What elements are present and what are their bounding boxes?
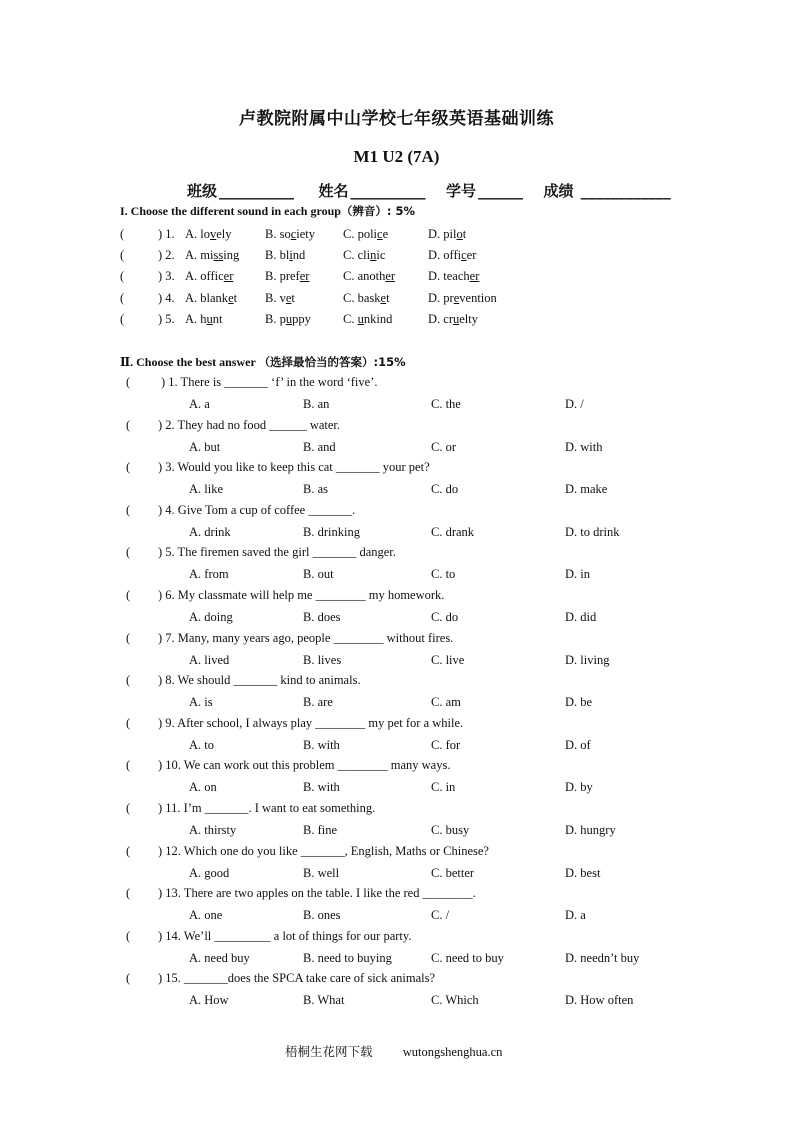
item-number: ) 5. <box>158 312 175 326</box>
answer-option-a[interactable]: A. need buy <box>189 951 250 965</box>
section1-heading-en: I. Choose the different sound in each group <box>120 204 341 218</box>
option-text: D. teach <box>428 269 470 283</box>
footer <box>285 1042 502 1060</box>
answer-option-a[interactable]: A. from <box>189 567 229 581</box>
answer-option-d[interactable]: D. living <box>565 653 610 667</box>
answer-option-c[interactable]: C. am <box>431 695 461 709</box>
sound-option-c <box>343 227 388 242</box>
option-text: e <box>382 227 389 241</box>
answer-option-b[interactable]: B. as <box>303 482 328 496</box>
option-text: D. offi <box>428 248 462 262</box>
option-text: B. pref <box>265 269 300 283</box>
underlined-sound: e <box>380 291 387 305</box>
answer-paren-open[interactable]: ( <box>126 588 131 602</box>
option-text: B. p <box>265 312 286 326</box>
option-text: A. mi <box>185 248 214 262</box>
answer-paren-open[interactable]: ( <box>126 503 131 517</box>
footer-site-url: wutongshenghua.cn <box>402 1045 503 1059</box>
answer-paren-open[interactable]: ( <box>126 545 131 559</box>
answer-option-d[interactable]: D. a <box>565 908 586 922</box>
sound-option-d <box>428 291 497 306</box>
option-text: C. bask <box>343 291 381 305</box>
option-text: A. blank <box>185 291 229 305</box>
underlined-sound: o <box>456 227 463 241</box>
option-text: D. cr <box>428 312 453 326</box>
score-blank[interactable]: ____________ <box>580 182 671 200</box>
answer-paren-open[interactable]: ( <box>126 460 131 474</box>
answer-option-b[interactable]: B. and <box>303 440 336 454</box>
sound-option-b <box>265 269 309 284</box>
answer-paren-open[interactable]: ( <box>126 801 131 815</box>
answer-option-a[interactable]: A. one <box>189 908 223 922</box>
underlined-sound: e <box>453 291 460 305</box>
answer-paren-open[interactable]: ( <box>120 269 125 283</box>
sound-option-a <box>185 291 237 306</box>
answer-option-d[interactable]: D. needn’t buy <box>565 951 640 965</box>
question-text: ) 5. The firemen saved the girl _______ danger. <box>158 545 396 559</box>
sound-option-a <box>185 312 223 327</box>
answer-option-d[interactable]: D. did <box>565 610 597 624</box>
sound-option-b <box>265 291 295 306</box>
answer-option-b[interactable]: B. with <box>303 780 340 794</box>
page-title: 卢教院附属中山学校七年级英语基础训练 <box>239 109 554 129</box>
option-text: C. <box>343 312 358 326</box>
answer-option-c[interactable]: C. drank <box>431 525 475 539</box>
answer-option-b[interactable]: B. with <box>303 738 340 752</box>
answer-option-c[interactable]: C. need to buy <box>431 951 504 965</box>
answer-paren-open[interactable]: ( <box>120 248 125 262</box>
item-number: ) 1. <box>158 227 175 241</box>
item-number: ) 4. <box>158 291 175 305</box>
question-text: ) 9. After school, I always play ________ my pet for a while. <box>158 716 464 730</box>
answer-option-b[interactable]: B. fine <box>303 823 338 837</box>
question-text: ) 14. We’ll _________ a lot of things for our party. <box>158 929 412 943</box>
sound-option-d <box>428 269 479 284</box>
question-text: ) 4. Give Tom a cup of coffee _______. <box>158 503 356 517</box>
answer-option-b[interactable]: B. are <box>303 695 333 709</box>
option-text: ic <box>376 248 386 262</box>
underlined-sound: n <box>370 248 377 262</box>
option-text: elty <box>459 312 478 326</box>
item-number: ) 3. <box>158 269 175 283</box>
question-text: ) 2. They had no food ______ water. <box>158 418 341 432</box>
answer-option-a[interactable]: A. to <box>189 738 214 752</box>
answer-option-d[interactable]: D. with <box>565 440 603 454</box>
sound-option-a <box>185 248 239 263</box>
section2-heading-cn: （选择最恰当的答案）:15% <box>258 355 406 369</box>
answer-option-a[interactable]: A. a <box>189 397 210 411</box>
answer-option-d[interactable]: D. to drink <box>565 525 620 539</box>
option-text: A. h <box>185 312 207 326</box>
answer-option-b[interactable]: B. lives <box>303 653 342 667</box>
option-text: iety <box>296 227 316 241</box>
answer-paren-open[interactable]: ( <box>126 758 131 772</box>
sound-option-a <box>185 269 233 284</box>
answer-option-c[interactable]: C. for <box>431 738 461 752</box>
option-text: nt <box>212 312 223 326</box>
question-text: ) 1. There is _______ ‘f’ in the word ‘five’. <box>161 375 378 389</box>
option-text: t <box>386 291 390 305</box>
answer-option-d[interactable]: D. by <box>565 780 593 794</box>
answer-option-c[interactable]: C. in <box>431 780 456 794</box>
answer-option-d[interactable]: D. be <box>565 695 593 709</box>
sound-option-a <box>185 227 232 242</box>
answer-option-c[interactable]: C. the <box>431 397 461 411</box>
item-number: ) 2. <box>158 248 175 262</box>
question-text: ) 8. We should _______ kind to animals. <box>158 673 361 687</box>
question-text: ) 10. We can work out this problem ________ many ways. <box>158 758 451 772</box>
underlined-sound: c <box>461 248 467 262</box>
answer-paren-open[interactable]: ( <box>126 929 131 943</box>
answer-option-b[interactable]: B. drinking <box>303 525 360 539</box>
option-text: D. pil <box>428 227 457 241</box>
option-text: ppy <box>292 312 311 326</box>
question-text: ) 13. There are two apples on the table. I like the red ________. <box>158 886 476 900</box>
answer-option-a[interactable]: A. lived <box>189 653 230 667</box>
number-blank[interactable]: ______ <box>477 182 523 200</box>
option-text: D. pr <box>428 291 454 305</box>
answer-option-b[interactable]: B. well <box>303 866 340 880</box>
option-text: er <box>466 248 477 262</box>
question-text: ) 7. Many, many years ago, people ________ without fires. <box>158 631 454 645</box>
answer-option-c[interactable]: C. to <box>431 567 456 581</box>
section2-heading <box>120 354 406 370</box>
answer-option-a[interactable]: A. doing <box>189 610 233 624</box>
answer-paren-open[interactable]: ( <box>126 971 131 985</box>
answer-option-b[interactable]: B. need to buying <box>303 951 392 965</box>
answer-option-c[interactable]: C. live <box>431 653 465 667</box>
option-text: nkind <box>363 312 393 326</box>
answer-option-a[interactable]: A. on <box>189 780 217 794</box>
answer-option-a[interactable]: A. How <box>189 993 229 1007</box>
question-text: ) 12. Which one do you like _______, English, Maths or Chinese? <box>158 844 489 858</box>
answer-option-b[interactable]: B. an <box>303 397 330 411</box>
page-subtitle: M1 U2 (7A) <box>353 147 440 166</box>
question-text: ) 3. Would you like to keep this cat _______ your pet? <box>158 460 430 474</box>
option-text: A. offic <box>185 269 224 283</box>
answer-paren-open[interactable]: ( <box>126 631 131 645</box>
option-text: B. v <box>265 291 286 305</box>
answer-option-d[interactable]: D. hungry <box>565 823 616 837</box>
answer-paren-open[interactable]: ( <box>126 375 131 389</box>
option-text: C. poli <box>343 227 378 241</box>
underlined-sound: e <box>285 291 292 305</box>
option-text: t <box>462 227 467 241</box>
answer-option-d[interactable]: D. How often <box>565 993 634 1007</box>
option-text: B. bl <box>265 248 290 262</box>
underlined-sound: er <box>385 269 396 283</box>
answer-option-a[interactable]: A. like <box>189 482 224 496</box>
class-blank[interactable]: __________ <box>219 182 295 200</box>
answer-paren-open[interactable]: ( <box>126 886 131 900</box>
sound-option-d <box>428 312 478 327</box>
underlined-sound: er <box>223 269 234 283</box>
class-label: 班级 <box>187 182 218 200</box>
section1-heading-cn: （辨音）: 5% <box>340 204 416 218</box>
option-text: ing <box>223 248 240 262</box>
answer-paren-open[interactable]: ( <box>126 673 131 687</box>
sound-option-c <box>343 269 395 284</box>
answer-option-d[interactable]: D. / <box>565 397 584 411</box>
question-text: ) 6. My classmate will help me ________ my homework. <box>158 588 445 602</box>
sound-option-d <box>428 248 476 263</box>
underlined-sound: e <box>228 291 234 305</box>
answer-paren-open[interactable]: ( <box>126 418 131 432</box>
sound-option-c <box>343 312 392 327</box>
underlined-sound: c <box>290 227 297 241</box>
option-text: C. cli <box>343 248 371 262</box>
answer-option-d[interactable]: D. in <box>565 567 590 581</box>
underlined-sound: er <box>469 269 480 283</box>
answer-paren-open[interactable]: ( <box>120 312 125 326</box>
answer-option-c[interactable]: C. Which <box>431 993 479 1007</box>
option-text: t <box>233 291 238 305</box>
name-blank[interactable]: __________ <box>350 182 426 200</box>
underlined-sound: v <box>210 227 217 241</box>
answer-option-d[interactable]: D. make <box>565 482 608 496</box>
sound-option-b <box>265 312 311 327</box>
answer-option-c[interactable]: C. or <box>431 440 456 454</box>
answer-option-c[interactable]: C. do <box>431 610 459 624</box>
underlined-sound: ss <box>213 248 224 262</box>
sound-option-d <box>428 227 466 242</box>
answer-option-b[interactable]: B. does <box>303 610 341 624</box>
underlined-sound: er <box>299 269 310 283</box>
answer-option-b[interactable]: B. ones <box>303 908 341 922</box>
option-text: ely <box>216 227 232 241</box>
option-text: vention <box>459 291 497 305</box>
answer-paren-open[interactable]: ( <box>126 844 131 858</box>
underlined-sound: u <box>453 312 460 326</box>
option-text: A. lo <box>185 227 210 241</box>
name-label: 姓名 <box>318 182 349 200</box>
underlined-sound: u <box>357 312 364 326</box>
underlined-sound: i <box>289 248 293 262</box>
option-text: nd <box>292 248 306 262</box>
underlined-sound: u <box>285 312 293 326</box>
option-text: C. anoth <box>343 269 386 283</box>
sound-option-c <box>343 291 390 306</box>
option-text: B. so <box>265 227 291 241</box>
footer-site-cn: 梧桐生花网下载 <box>285 1044 373 1059</box>
score-label: 成绩 <box>543 182 574 200</box>
student-info-row <box>187 180 671 201</box>
answer-option-c[interactable]: C. / <box>431 908 450 922</box>
answer-paren-open[interactable]: ( <box>120 227 125 241</box>
answer-option-b[interactable]: B. What <box>303 993 345 1007</box>
question-text: ) 15. _______does the SPCA take care of sick animals? <box>158 971 436 985</box>
number-label: 学号 <box>445 182 476 200</box>
question-text: ) 11. I’m _______. I want to eat something. <box>158 801 376 815</box>
sound-option-b <box>265 227 315 242</box>
answer-option-c[interactable]: C. better <box>431 866 475 880</box>
underlined-sound: c <box>377 227 383 241</box>
sound-option-c <box>343 248 385 263</box>
answer-option-d[interactable]: D. best <box>565 866 601 880</box>
section1-heading <box>120 203 415 219</box>
underlined-sound: u <box>206 312 213 326</box>
option-text: t <box>291 291 295 305</box>
answer-option-a[interactable]: A. thirsty <box>189 823 237 837</box>
answer-paren-open[interactable]: ( <box>126 716 131 730</box>
answer-option-a[interactable]: A. drink <box>189 525 231 539</box>
answer-option-b[interactable]: B. out <box>303 567 334 581</box>
answer-option-a[interactable]: A. is <box>189 695 213 709</box>
sound-option-b <box>265 248 305 263</box>
answer-option-c[interactable]: C. do <box>431 482 459 496</box>
answer-paren-open[interactable]: ( <box>120 291 125 305</box>
answer-option-d[interactable]: D. of <box>565 738 591 752</box>
answer-option-c[interactable]: C. busy <box>431 823 470 837</box>
answer-option-a[interactable]: A. good <box>189 866 230 880</box>
answer-option-a[interactable]: A. but <box>189 440 221 454</box>
section2-heading-en: Ⅱ. Choose the best answer <box>120 355 256 369</box>
